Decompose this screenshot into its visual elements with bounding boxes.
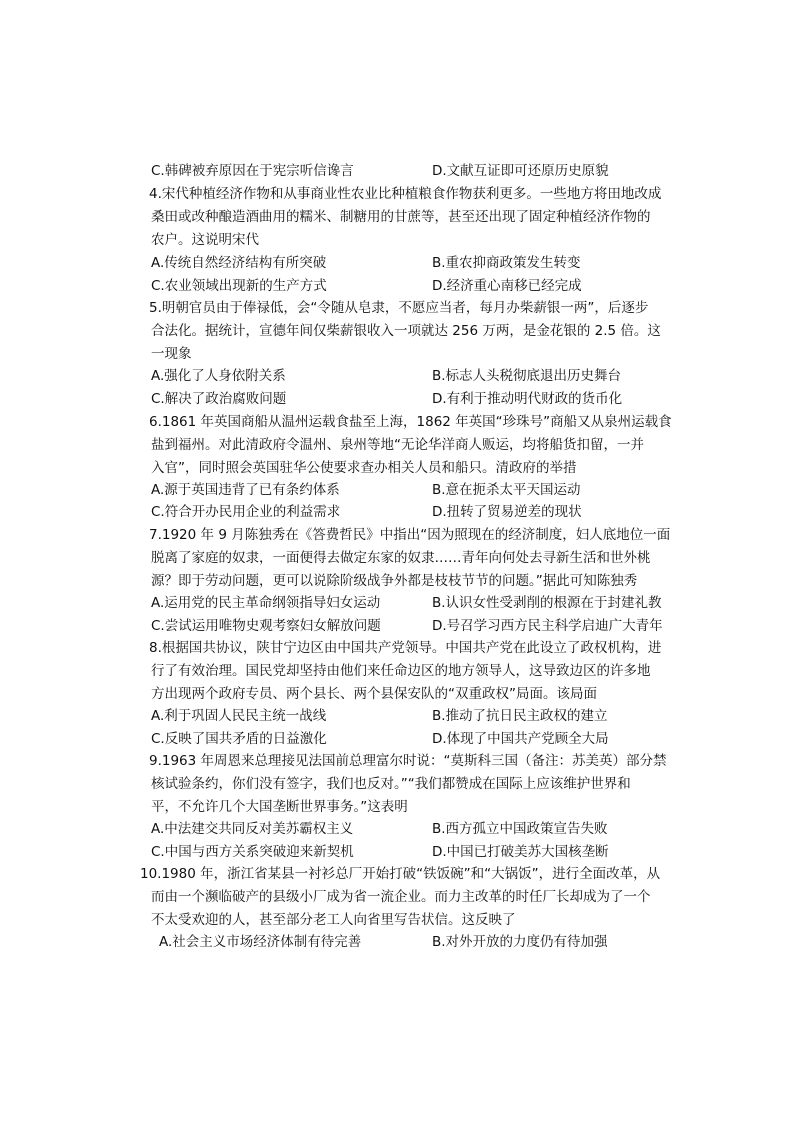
question-text: 一现象	[151, 346, 192, 362]
question-10-stem: 10.1980 年，浙江省某县一衬衫总厂开始打破“铁饭碗”和“大锅饭”，进行全面改革，从	[140, 866, 661, 882]
option-text: C.解决了政治腐败问题	[151, 391, 287, 407]
option-text: B.认识女性受剥削的根源在于封建礼教	[432, 595, 662, 611]
option-text: D.中国已打破美苏大国核垄断	[432, 844, 609, 860]
option-text: B.重农抑商政策发生转变	[432, 255, 581, 271]
option-text: A.利于巩固人民民主统一战线	[151, 708, 327, 724]
option-text: C.韩碑被弃原因在于宪宗听信谗言	[151, 163, 354, 179]
option-text: D.经济重心南移已经完成	[432, 278, 582, 294]
question-text: 源？即于劳动问题，更可以说除阶级战争外都是枝枝节节的问题。”据此可知陈独秀	[151, 573, 638, 589]
option-text: D.体现了中国共产党顾全大局	[432, 731, 609, 747]
question-8-stem: 8.根据国共协议，陕甘宁边区由中国共产党领导。中国共产党在此设立了政权机构，进	[149, 640, 662, 656]
question-text: 平，不允许几个大国垄断世界事务。”这表明	[151, 799, 408, 815]
question-4-stem: 4.宋代种植经济作物和从事商业性农业比种植粮食作物获利更多。一些地方将田地改成	[149, 186, 662, 202]
option-text: D.号召学习西方民主科学启迪广大青年	[432, 618, 663, 634]
option-text: D.有利于推动明代财政的货币化	[432, 391, 623, 407]
option-text: A.运用党的民主革命纲领指导妇女运动	[151, 595, 381, 611]
question-text: 脱离了家庭的奴隶，一面便得去做定东家的奴隶……青年向何处去寻新生活和世外桃	[151, 550, 651, 566]
question-text: 行了有效治理。国民党却坚持由他们来任命边区的地方领导人，这导致边区的许多地	[151, 663, 651, 679]
question-text: 而由一个濒临破产的县级小厂成为省一流企业。而力主改革的时任厂长却成为了一个	[151, 889, 651, 905]
option-text: B.标志人头税彻底退出历史舞台	[432, 368, 622, 384]
option-text: B.西方孤立中国政策宣告失败	[432, 821, 608, 837]
option-text: C.反映了国共矛盾的日益激化	[151, 731, 327, 747]
option-text: A.源于英国违背了已有条约体系	[151, 482, 340, 498]
question-text: 农户。这说明宋代	[151, 232, 259, 248]
option-text: C.符合开办民用企业的利益需求	[151, 504, 341, 520]
option-text: D.文献互证即可还原历史原貌	[432, 163, 609, 179]
option-text: D.扭转了贸易逆差的现状	[432, 504, 582, 520]
question-text: 入官”，同时照会英国驻华公使要求查办相关人员和船只。清政府的举措	[151, 460, 577, 476]
option-text: C.尝试运用唯物史观考察妇女解放问题	[151, 618, 381, 634]
question-text: 核试验条约，你们没有签字，我们也反对。”“我们都赞成在国际上应该维护世界和	[151, 776, 631, 792]
question-9-stem: 9.1963 年周恩来总理接见法国前总理富尔时说：“莫斯科三国（备注：苏美英）部分禁	[149, 753, 667, 769]
question-text: 桑田或改种酿造酒曲用的糯米、制糖用的甘蔗等，甚至还出现了固定种植经济作物的	[151, 209, 651, 225]
option-text: C.农业领域出现新的生产方式	[151, 278, 327, 294]
option-text: B.意在扼杀太平天国运动	[432, 482, 581, 498]
option-text: A.社会主义市场经济体制有待完善	[159, 934, 362, 950]
question-text: 不太受欢迎的人，甚至部分老工人向省里写告状信。这反映了	[151, 912, 516, 928]
option-text: A.传统自然经济结构有所突破	[151, 255, 327, 271]
question-text: 盐到福州。对此清政府令温州、泉州等地“无论华洋商人贩运，均将船货扣留，一并	[151, 437, 644, 453]
option-text: B.对外开放的力度仍有待加强	[432, 934, 608, 950]
question-5-stem: 5.明朝官员由于俸禄低，会“令随从皂隶，不愿应当者，每月办柴薪银一两”，后逐步	[149, 300, 649, 316]
option-text: A.中法建交共同反对美苏霸权主义	[151, 821, 354, 837]
question-7-stem: 7.1920 年 9 月陈独秀在《答费哲民》中指出“因为照现在的经济制度，妇人底地位一面	[149, 527, 671, 543]
option-text: B.推动了抗日民主政权的建立	[432, 708, 608, 724]
question-6-stem: 6.1861 年英国商船从温州运载食盐至上海，1862 年英国“珍珠号”商船又从泉州运载食	[149, 414, 672, 430]
option-text: C.中国与西方关系突破迎来新契机	[151, 844, 354, 860]
option-text: A.强化了人身依附关系	[151, 368, 286, 384]
question-text: 合法化。据统计，宣德年间仅柴薪银收入一项就达 256 万两，是金花银的 2.5 倍。这	[151, 323, 661, 339]
question-text: 方出现两个政府专员、两个县长、两个县保安队的“双重政权”局面。该局面	[151, 686, 597, 702]
